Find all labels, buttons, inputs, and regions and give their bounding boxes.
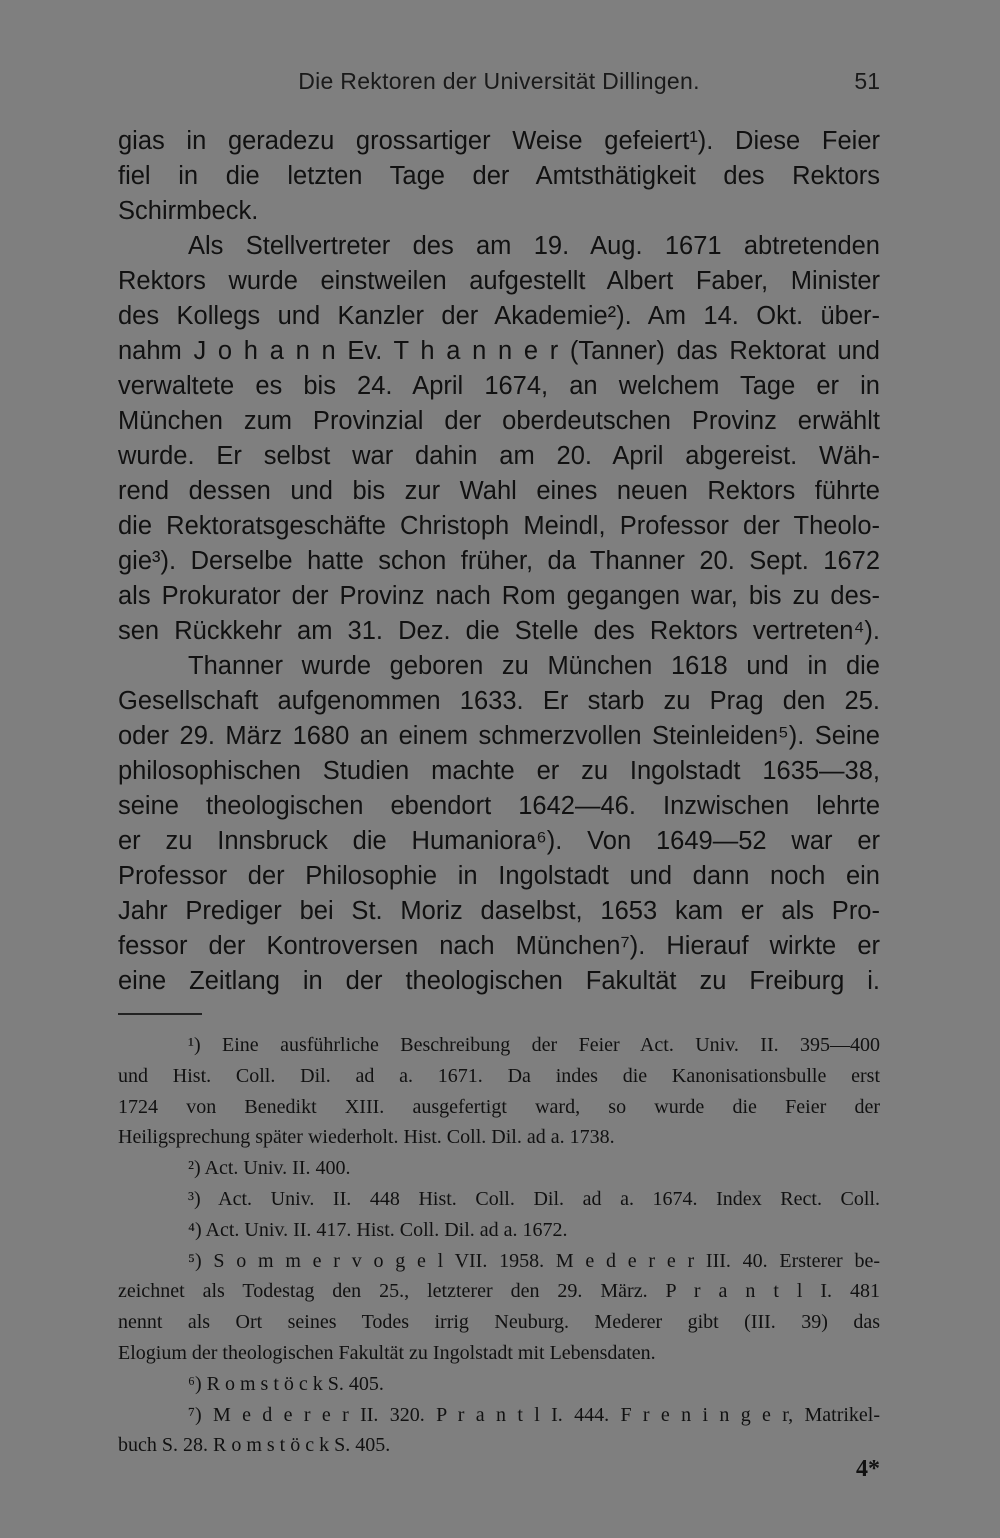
footnote-line: ⁷) M e d e r e r II. 320. P r a n t l I. 444. F r e n i n g e r, Matrikel- (188, 1403, 880, 1426)
body-line: sen Rückkehr am 31. Dez. die Stelle des Rektors vertreten⁴). (118, 617, 880, 645)
footnote-line: ⁶) R o m s t ö c k S. 405. (188, 1372, 384, 1395)
body-line: er zu Innsbruck die Humaniora⁶). Von 1649—52 war er (118, 827, 880, 855)
footnote-line: ²) Act. Univ. II. 400. (188, 1157, 351, 1180)
footnote-line: ⁴) Act. Univ. II. 417. Hist. Coll. Dil. ad a. 1672. (188, 1218, 568, 1241)
body-line: eine Zeitlang in der theologischen Fakultät zu Freiburg i. (118, 967, 880, 995)
footnote-line: 1724 von Benedikt XIII. ausgefertigt ward, so wurde die Feier der (118, 1095, 880, 1118)
body-line: philosophischen Studien machte er zu Ingolstadt 1635—38, (118, 757, 880, 785)
page-number: 51 (854, 68, 880, 94)
body-line: Schirmbeck. (118, 197, 259, 225)
body-line: fessor der Kontroversen nach München⁷). Hierauf wirkte er (118, 932, 880, 960)
footnote-line: zeichnet als Todestag den 25., letzterer den 29. März. P r a n t l I. 481 (118, 1280, 880, 1303)
running-head: Die Rektoren der Universität Dillingen. (298, 68, 700, 94)
footnote-line: Heiligsprechung später wiederholt. Hist. Coll. Dil. ad a. 1738. (118, 1126, 615, 1149)
body-line: nahm J o h a n n Ev. T h a n n e r (Tanner) das Rektorat und (118, 337, 880, 365)
body-line: des Kollegs und Kanzler der Akademie²). Am 14. Okt. über- (118, 302, 880, 330)
body-line: Professor der Philosophie in Ingolstadt und dann noch ein (118, 862, 880, 890)
footnote-line: ¹) Eine ausführliche Beschreibung der Feier Act. Univ. II. 395—400 (188, 1034, 880, 1056)
body-line: Als Stellvertreter des am 19. Aug. 1671 abtretenden (188, 232, 880, 260)
body-line: Jahr Prediger bei St. Moriz daselbst, 1653 kam er als Pro- (118, 897, 880, 925)
body-line: gie³). Derselbe hatte schon früher, da Thanner 20. Sept. 1672 (118, 547, 880, 575)
body-line: fiel in die letzten Tage der Amtsthätigkeit des Rektors (118, 162, 880, 190)
footnote-line: ³) Act. Univ. II. 448 Hist. Coll. Dil. ad a. 1674. Index Rect. Coll. (188, 1187, 880, 1210)
body-text (118, 124, 880, 999)
signature-mark: 4* (856, 1456, 880, 1482)
body-line: wurde. Er selbst war dahin am 20. April abgereist. Wäh- (118, 442, 880, 470)
footnote-line: ⁵) S o m m e r v o g e l VII. 1958. M e d e r e r III. 40. Ersterer be- (188, 1249, 880, 1272)
body-line: verwaltete es bis 24. April 1674, an welchem Tage er in (118, 372, 880, 400)
page-header (118, 68, 880, 102)
body-line: Gesellschaft aufgenommen 1633. Er starb zu Prag den 25. (118, 687, 880, 715)
body-line: seine theologischen ebendort 1642—46. Inzwischen lehrte (118, 792, 880, 820)
footnote-line: nennt als Ort seines Todes irrig Neuburg. Mederer gibt (III. 39) das (118, 1311, 880, 1334)
body-line: Thanner wurde geboren zu München 1618 und in die (188, 652, 880, 680)
body-line: gias in geradezu grossartiger Weise gefeiert¹). Diese Feier (118, 127, 880, 155)
footnote-line: Elogium der theologischen Fakultät zu Ingolstadt mit Lebensdaten. (118, 1341, 656, 1364)
footnote-line: buch S. 28. R o m s t ö c k S. 405. (118, 1434, 391, 1457)
body-line: München zum Provinzial der oberdeutschen Provinz erwählt (118, 407, 880, 435)
body-line: oder 29. März 1680 an einem schmerzvollen Steinleiden⁵). Seine (118, 722, 880, 750)
body-line: rend dessen und bis zur Wahl eines neuen Rektors führte (118, 477, 880, 505)
footnote-separator (118, 1013, 202, 1015)
body-line: Rektors wurde einstweilen aufgestellt Albert Faber, Minister (118, 267, 880, 295)
body-line: die Rektoratsgeschäfte Christoph Meindl, Professor der Theolo- (118, 512, 880, 540)
footnotes (118, 1030, 880, 1461)
body-line: als Prokurator der Provinz nach Rom gegangen war, bis zu des- (118, 582, 880, 610)
footnote-line: und Hist. Coll. Dil. ad a. 1671. Da indes die Kanonisationsbulle erst (118, 1064, 880, 1087)
